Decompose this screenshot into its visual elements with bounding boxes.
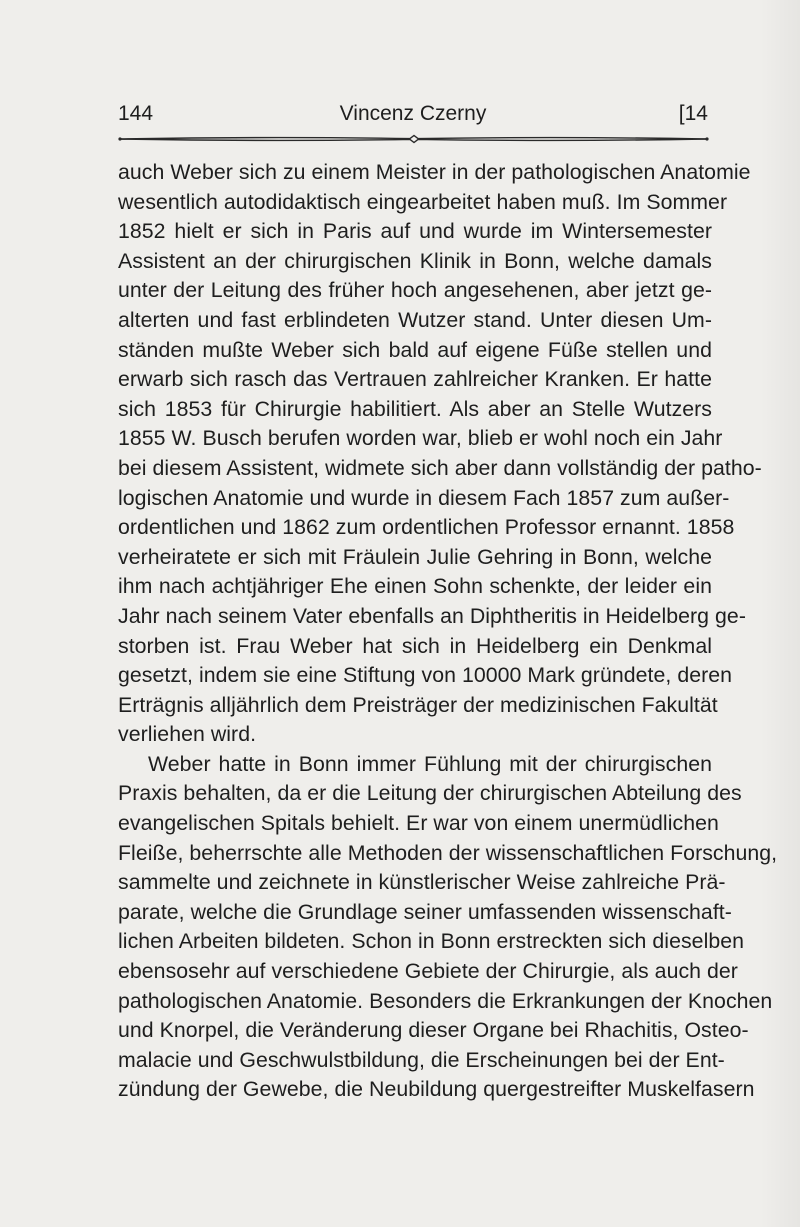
text-line: und Knorpel, die Veränderung dieser Organe bei Rhachitis, Osteo-: [118, 1018, 749, 1043]
text-line: Praxis behalten, da er die Leitung der chirurgischen Abteilung des: [118, 781, 742, 806]
page-header: [118, 102, 708, 132]
text-line: malacie und Geschwulstbildung, die Erscheinungen bei der Ent-: [118, 1047, 725, 1072]
text-line: storben ist. Frau Weber hat sich in Heidelberg ein Denkmal: [118, 633, 712, 658]
text-line: erwarb sich rasch das Vertrauen zahlreicher Kranken. Er hatte: [118, 367, 712, 392]
body-text: [118, 158, 778, 1105]
text-line: Fleiße, beherrschte alle Methoden der wissenschaftlichen Forschung,: [118, 840, 778, 865]
text-line: lichen Arbeiten bildeten. Schon in Bonn erstreckten sich dieselben: [118, 929, 745, 954]
text-line: auch Weber sich zu einem Meister in der pathologischen Anatomie: [118, 160, 751, 184]
text-line: ordentlichen und 1862 zum ordentlichen Professor ernannt. 1858: [118, 515, 735, 540]
text-line: gesetzt, indem sie eine Stiftung von 10000 Mark gründete, deren: [118, 663, 733, 688]
paragraph-2: [118, 750, 778, 1105]
text-line: 1852 hielt er sich in Paris auf und wurde im Wintersemester: [118, 219, 712, 244]
text-line: pathologischen Anatomie. Besonders die Erkrankungen der Knochen: [118, 988, 773, 1013]
text-line: Jahr nach seinem Vater ebenfalls an Diphtheritis in Heidelberg ge-: [118, 603, 746, 628]
text-line: alterten und fast erblindeten Wutzer stand. Unter diesen Um-: [118, 307, 712, 332]
text-line: wesentlich autodidaktisch eingearbeitet haben muß. Im Sommer: [118, 189, 728, 214]
text-line: logischen Anatomie und wurde in diesem Fach 1857 zum außer-: [118, 485, 730, 510]
paragraph-1: [118, 158, 762, 750]
text-line: Erträgnis alljährlich dem Preisträger der medizinischen Fakultät: [118, 692, 718, 717]
text-line: ebensosehr auf verschiedene Gebiete der Chirurgie, als auch der: [118, 959, 738, 984]
text-line: sammelte und zeichnete in künstlerischer Weise zahlreiche Prä-: [118, 870, 726, 895]
text-line: verheiratete er sich mit Fräulein Julie Gehring in Bonn, welche: [118, 544, 712, 569]
text-line: Assistent an der chirurgischen Klinik in Bonn, welche damals: [118, 248, 712, 273]
text-line: parate, welche die Grundlage seiner umfassenden wissenschaft-: [118, 899, 732, 924]
text-line: ständen mußte Weber sich bald auf eigene Füße stellen und: [118, 337, 712, 362]
text-line: bei diesem Assistent, widmete sich aber dann vollständig der patho-: [118, 455, 762, 480]
text-line: Weber hatte in Bonn immer Fühlung mit der chirurgischen: [148, 751, 712, 776]
text-line: zündung der Gewebe, die Neubildung quergestreifter Muskelfasern: [118, 1077, 755, 1102]
text-line: verliehen wird.: [118, 722, 257, 747]
text-line: unter der Leitung des früher hoch angesehenen, aber jetzt ge-: [118, 278, 712, 303]
page-number: 144: [118, 102, 154, 125]
running-title: Vincenz Czerny: [339, 102, 487, 125]
text-line: ihm nach achtjähriger Ehe einen Sohn schenkte, der leider ein: [118, 574, 712, 599]
text-line: sich 1853 für Chirurgie habilitiert. Als aber an Stelle Wutzers: [118, 396, 712, 421]
text-line: evangelischen Spitals behielt. Er war von einem unermüdlichen: [118, 811, 719, 836]
header-ornamental-rule: [118, 134, 710, 144]
section-marker: [14: [678, 102, 708, 125]
text-line: 1855 W. Busch berufen worden war, blieb er wohl noch ein Jahr: [118, 426, 723, 451]
